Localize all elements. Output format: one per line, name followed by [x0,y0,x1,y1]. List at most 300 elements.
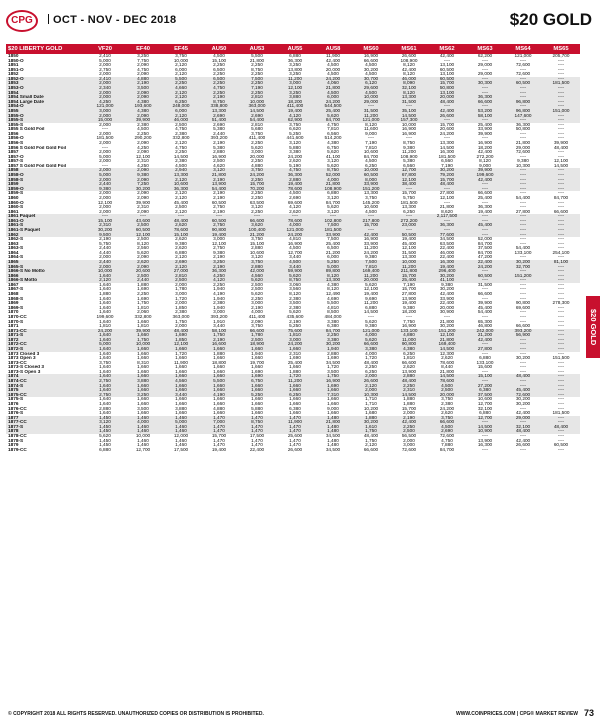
price-cell: 3,750 [428,416,466,421]
price-cell: ---- [466,287,504,292]
price-cell: 12,100 [390,246,428,251]
price-cell: 1,690 [162,333,200,338]
price-cell: 16,600 [200,342,238,347]
price-cell: 66,600 [542,210,580,215]
coin-date-cell: 1854 [6,91,86,96]
price-cell: 1,450 [86,425,124,430]
price-cell: 15,700 [390,407,428,412]
price-cell: 11,200 [352,246,390,251]
price-cell: 2,250 [238,210,276,215]
price-cell: 108,900 [390,155,428,160]
price-cell: 1,640 [86,347,124,352]
price-cell: ---- [542,320,580,325]
price-cell: 37,500 [466,246,504,251]
price-cell: 2,190 [276,320,314,325]
price-cell: 151,200 [504,274,542,279]
price-cell: 13,100 [428,91,466,96]
price-cell: 2,250 [200,91,238,96]
price-cell: ---- [504,237,542,242]
price-cell: 4,500 [428,425,466,430]
price-cell: ---- [504,59,542,64]
price-cell: 2,380 [162,310,200,315]
coin-date-cell: 1853-O [6,86,86,91]
coin-date-cell: 1867-S [6,287,86,292]
price-cell: 5,250 [238,393,276,398]
price-cell: 2,090 [124,265,162,270]
price-cell: 296,400 [428,269,466,274]
coin-date-cell: 1860-S [6,205,86,210]
price-cell: 32,700 [504,265,542,270]
price-cell: 1,660 [238,411,276,416]
coin-date-cell: 1875-CC [6,393,86,398]
price-cell: 2,000 [86,63,124,68]
price-cell: ---- [466,86,504,91]
price-cell: 2,750 [86,68,124,73]
price-cell: 6,560 [390,164,428,169]
price-cell: 3,560 [276,287,314,292]
price-cell: 1,460 [162,429,200,434]
page-footer [0,706,600,722]
price-cell: 12,100 [428,333,466,338]
price-cell: 1,660 [200,356,238,361]
issue-date [44,14,176,26]
price-cell: ---- [466,187,504,192]
price-cell: 1,750 [162,320,200,325]
page-header [0,0,600,44]
price-cell: 1,660 [276,388,314,393]
coin-date-cell: 1855 [6,109,86,114]
price-cell: 1,660 [200,411,238,416]
coin-date-cell: 1853 [6,81,86,86]
price-cell: 21,800 [504,141,542,146]
price-cell: 29,000 [466,63,504,68]
price-cell: 1,480 [314,443,352,448]
price-cell: 7,500 [314,223,352,228]
price-cell: 1,660 [124,374,162,379]
column-header: MS64 [504,44,542,54]
price-cell: 35,100 [390,109,428,114]
price-cell: 11,200 [352,301,390,306]
price-cell: 4,660 [162,86,200,91]
price-cell: 2,410 [86,77,124,82]
price-cell: 2,120 [162,141,200,146]
price-cell: 2,690 [200,123,238,128]
price-cell: 12,700 [466,402,504,407]
price-cell: 42,400 [428,109,466,114]
price-cell: ---- [504,292,542,297]
price-cell: ---- [200,214,238,219]
price-cell: 5,750 [86,242,124,247]
price-cell: 9,000 [466,164,504,169]
coin-date-cell: 1879-CC [6,448,86,453]
price-cell: 42,400 [504,439,542,444]
price-cell: 3,000 [162,292,200,297]
price-cell: 22,400 [428,246,466,251]
price-cell: 3,250 [276,63,314,68]
price-cell: 4,750 [162,127,200,132]
price-cell: 84,700 [466,251,504,256]
price-cell: ---- [504,136,542,141]
coin-date-cell: 1871-S [6,333,86,338]
price-cell: 1,470 [238,429,276,434]
price-cell: 4,120 [276,205,314,210]
coin-date-cell: 1872-S [6,347,86,352]
price-cell: 38,400 [390,182,428,187]
price-cell: ---- [542,338,580,343]
price-cell: 1,640 [86,287,124,292]
price-cell: 1,880 [200,352,238,357]
price-cell: 2,810 [238,123,276,128]
price-cell: 16,900 [390,132,428,137]
price-cell: 4,190 [200,292,238,297]
price-cell: 2,690 [162,260,200,265]
coin-date-cell: 1862-S [6,237,86,242]
price-cell: 4,440 [86,251,124,256]
price-cell: 1,640 [86,352,124,357]
price-cell: 5,620 [314,205,352,210]
price-cell: 45,400 [162,201,200,206]
price-cell: 10,600 [466,397,504,402]
price-cell: 79,200 [428,173,466,178]
price-cell: 3,000 [276,338,314,343]
price-cell: 32,100 [466,407,504,412]
price-cell: 42,400 [466,338,504,343]
price-cell: 193,600 [124,104,162,109]
price-cell: 30,200 [86,228,124,233]
price-cell: 121,000 [504,54,542,59]
coin-date-cell: 1855-S [6,118,86,123]
price-cell: ---- [504,420,542,425]
price-cell: 27,200 [466,384,504,389]
price-cell: 2,120 [162,63,200,68]
price-cell: ---- [428,201,466,206]
price-cell: 1,720 [162,297,200,302]
coin-date-cell: 1876 [6,402,86,407]
price-cell: 4,690 [314,297,352,302]
price-cell: ---- [542,420,580,425]
price-cell: 2,120 [86,278,124,283]
price-cell: 30,200 [428,274,466,279]
price-cell: 2,250 [238,159,276,164]
price-cell: 2,190 [200,338,238,343]
price-cell: 1,640 [86,283,124,288]
price-cell: 4,190 [200,393,238,398]
price-cell: ---- [542,136,580,141]
price-cell: 199,600 [86,315,124,320]
price-cell: 21,800 [314,86,352,91]
column-header: MS61 [390,44,428,54]
price-cell: 12,700 [276,251,314,256]
coin-date-cell: 1878-S [6,439,86,444]
price-cell: 7,810 [314,127,352,132]
price-cell: ---- [428,136,466,141]
price-cell: ---- [390,187,428,192]
price-cell: 393,200 [200,315,238,320]
price-cell: 2,250 [238,81,276,86]
price-cell: 5,000 [86,59,124,64]
price-cell: 2,120 [162,210,200,215]
price-cell: 5,250 [314,260,352,265]
price-cell: 411,400 [238,136,276,141]
price-cell: ---- [542,287,580,292]
price-cell: 31,500 [466,283,504,288]
price-cell: ---- [542,228,580,233]
price-cell: 2,090 [124,191,162,196]
price-cell: 4,120 [200,278,238,283]
price-cell: ---- [504,219,542,224]
price-cell: 26,600 [276,448,314,453]
price-cell: 19,400 [466,210,504,215]
price-cell: 66,600 [390,361,428,366]
price-cell: 2,090 [124,141,162,146]
price-cell: 27,800 [504,210,542,215]
price-cell: 248,000 [162,104,200,109]
coin-date-cell: 1877-S [6,425,86,430]
price-cell: 67,800 [390,173,428,178]
price-cell: 157,300 [390,118,428,123]
price-cell: 72,600 [504,150,542,155]
price-cell: 1,660 [314,411,352,416]
price-cell: 1,640 [86,320,124,325]
column-header: MS62 [428,44,466,54]
price-cell: 9,380 [390,146,428,151]
price-cell: 2,310 [124,205,162,210]
price-cell: ---- [504,283,542,288]
price-cell: 15,700 [428,123,466,128]
price-cell: 45,400 [390,242,428,247]
price-cell: ---- [542,329,580,334]
price-cell: ---- [504,352,542,357]
price-cell: 1,470 [238,443,276,448]
price-cell: 54,400 [238,118,276,123]
price-cell: 3,000 [200,310,238,315]
price-cell: 3,750 [162,54,200,59]
price-cell: 2,440 [200,132,238,137]
price-cell: ---- [542,155,580,160]
price-cell: 2,880 [314,352,352,357]
price-cell: ---- [542,324,580,329]
price-cell: 1,690 [238,370,276,375]
price-cell: 3,120 [314,196,352,201]
price-cell: 9,380 [352,255,390,260]
price-cell: ---- [542,68,580,73]
price-cell: 1,660 [162,384,200,389]
price-cell: 34,500 [428,237,466,242]
price-cell: ---- [504,233,542,238]
price-cell: ---- [504,132,542,137]
price-cell: 5,380 [200,146,238,151]
price-cell: 332,800 [162,136,200,141]
price-cell: 1,640 [86,411,124,416]
price-cell: 18,200 [466,146,504,151]
coin-date-cell: 1856 [6,132,86,137]
price-cell: 1,750 [352,439,390,444]
price-cell: ---- [466,315,504,320]
price-cell: 338,800 [200,104,238,109]
price-cell: 26,600 [504,443,542,448]
price-cell: 2,250 [352,365,390,370]
price-cell: ---- [542,333,580,338]
price-cell: 8,750 [314,168,352,173]
price-cell: 1,660 [124,352,162,357]
price-cell: 11,200 [390,265,428,270]
price-cell: 1,710 [352,402,390,407]
price-cell: 12,100 [162,342,200,347]
price-cell: 50,800 [428,86,466,91]
price-cell: 21,800 [314,420,352,425]
price-cell: 1,470 [200,439,238,444]
price-cell: 3,060 [276,283,314,288]
price-cell: 21,200 [466,333,504,338]
price-cell: 2,090 [124,91,162,96]
price-cell: 1,660 [200,374,238,379]
price-cell: 13,900 [390,297,428,302]
price-cell: 2,060 [124,310,162,315]
price-cell: 393,200 [200,136,238,141]
price-cell: ---- [542,104,580,109]
price-cell: 4,500 [428,384,466,389]
price-cell: 514,200 [314,136,352,141]
price-cell: 9,380 [390,306,428,311]
price-cell: 6,380 [276,407,314,412]
price-cell: 1,640 [86,310,124,315]
price-cell: 2,190 [200,95,238,100]
price-cell: 30,200 [504,260,542,265]
coin-date-cell: 1860-O [6,201,86,206]
price-cell: 21,800 [238,59,276,64]
price-cell: 4,500 [276,191,314,196]
price-cell: 33,900 [428,297,466,302]
price-cell: 2,120 [162,72,200,77]
price-cell: 12,100 [390,178,428,183]
price-cell: 5,380 [200,127,238,132]
price-cell: 2,440 [86,182,124,187]
price-cell: 4,500 [352,159,390,164]
price-cell: 2,250 [162,81,200,86]
price-cell: 1,720 [162,352,200,357]
price-cell: 2,750 [86,379,124,384]
price-cell: 254,100 [542,251,580,256]
price-cell: 2,250 [238,63,276,68]
section-side-tab: $20 GOLD [586,296,600,358]
price-cell: 54,400 [466,310,504,315]
price-cell: 20,000 [428,306,466,311]
price-cell: 2,250 [238,191,276,196]
price-cell: 7,190 [352,141,390,146]
coin-date-cell: 1876-S [6,411,86,416]
price-cell: 4,500 [352,63,390,68]
price-cell: 14,500 [466,425,504,430]
column-header: EF40 [124,44,162,54]
price-cell: 14,500 [428,374,466,379]
price-cell: 24,200 [466,265,504,270]
price-cell: 9,380 [86,187,124,192]
price-cell: ---- [504,242,542,247]
price-cell: 39,900 [124,329,162,334]
price-cell: 36,300 [276,59,314,64]
price-cell: 3,120 [314,210,352,215]
website-credit: WWW.COINPRICES.COM | CPG® MARKET REVIEW [455,711,578,717]
price-cell: 42,000 [238,269,276,274]
price-cell: 59,900 [276,269,314,274]
price-cell: 2,690 [238,114,276,119]
price-cell: 48,400 [504,429,542,434]
price-cell: 8,090 [390,81,428,86]
price-cell: 27,800 [390,292,428,297]
price-cell: 34,500 [314,434,352,439]
coin-date-cell: 1874-S [6,384,86,389]
price-cell: ---- [542,269,580,274]
price-cell: 15,100 [162,233,200,238]
price-cell: 13,900 [466,439,504,444]
price-cell: 2,250 [238,141,276,146]
price-cell: 20,000 [428,95,466,100]
price-cell: 12,100 [200,242,238,247]
price-cell: 1,660 [124,384,162,389]
coin-date-cell: 1871-CC [6,329,86,334]
price-cell: 48,400 [390,379,428,384]
coin-date-cell: 1875 [6,388,86,393]
price-cell: 81,100 [542,260,580,265]
coin-date-cell: 1866-S Motto [6,278,86,283]
price-cell: ---- [466,448,504,453]
price-cell: 363,000 [238,104,276,109]
price-cell: 2,500 [238,287,276,292]
price-cell: 12,700 [124,448,162,453]
price-cell: 15,700 [352,223,390,228]
price-cell: 4,380 [124,109,162,114]
price-cell: 4,880 [390,333,428,338]
price-cell: ---- [466,420,504,425]
price-cell: 47,200 [466,255,504,260]
price-cell: 332,800 [124,315,162,320]
price-cell: 8,750 [390,141,428,146]
price-cell: 1,480 [314,416,352,421]
price-cell: 33,900 [352,242,390,247]
price-cell: 24,200 [238,173,276,178]
price-cell: 50,800 [504,127,542,132]
price-cell: ---- [504,95,542,100]
price-cell: 2,000 [86,196,124,201]
price-cell: ---- [124,214,162,219]
price-cell: 16,900 [314,379,352,384]
price-cell: 1,460 [162,443,200,448]
coin-date-cell: 1861-S Paquet [6,228,86,233]
price-cell: ---- [504,384,542,389]
price-cell: 39,900 [466,301,504,306]
price-cell: 27,800 [428,191,466,196]
price-cell: ---- [542,365,580,370]
price-cell: 2,880 [86,407,124,412]
price-cell: 30,900 [428,310,466,315]
price-cell: 11,200 [390,150,428,155]
coin-date-cell: 1857 S Gold Foil Gold Foil [6,164,86,169]
price-cell: 217,800 [352,219,390,224]
price-cell: 48,400 [162,329,200,334]
price-cell: ---- [504,347,542,352]
price-cell: 1,470 [200,416,238,421]
price-cell: 6,250 [276,393,314,398]
price-cell: 84,700 [352,155,390,160]
price-cell: ---- [428,219,466,224]
price-cell: 2,880 [238,265,276,270]
price-cell: 2,190 [86,237,124,242]
price-cell: ---- [466,118,504,123]
price-cell: 48,400 [504,374,542,379]
price-cell: 7,750 [124,59,162,64]
price-cell: 1,480 [314,425,352,430]
price-cell: 2,500 [124,223,162,228]
